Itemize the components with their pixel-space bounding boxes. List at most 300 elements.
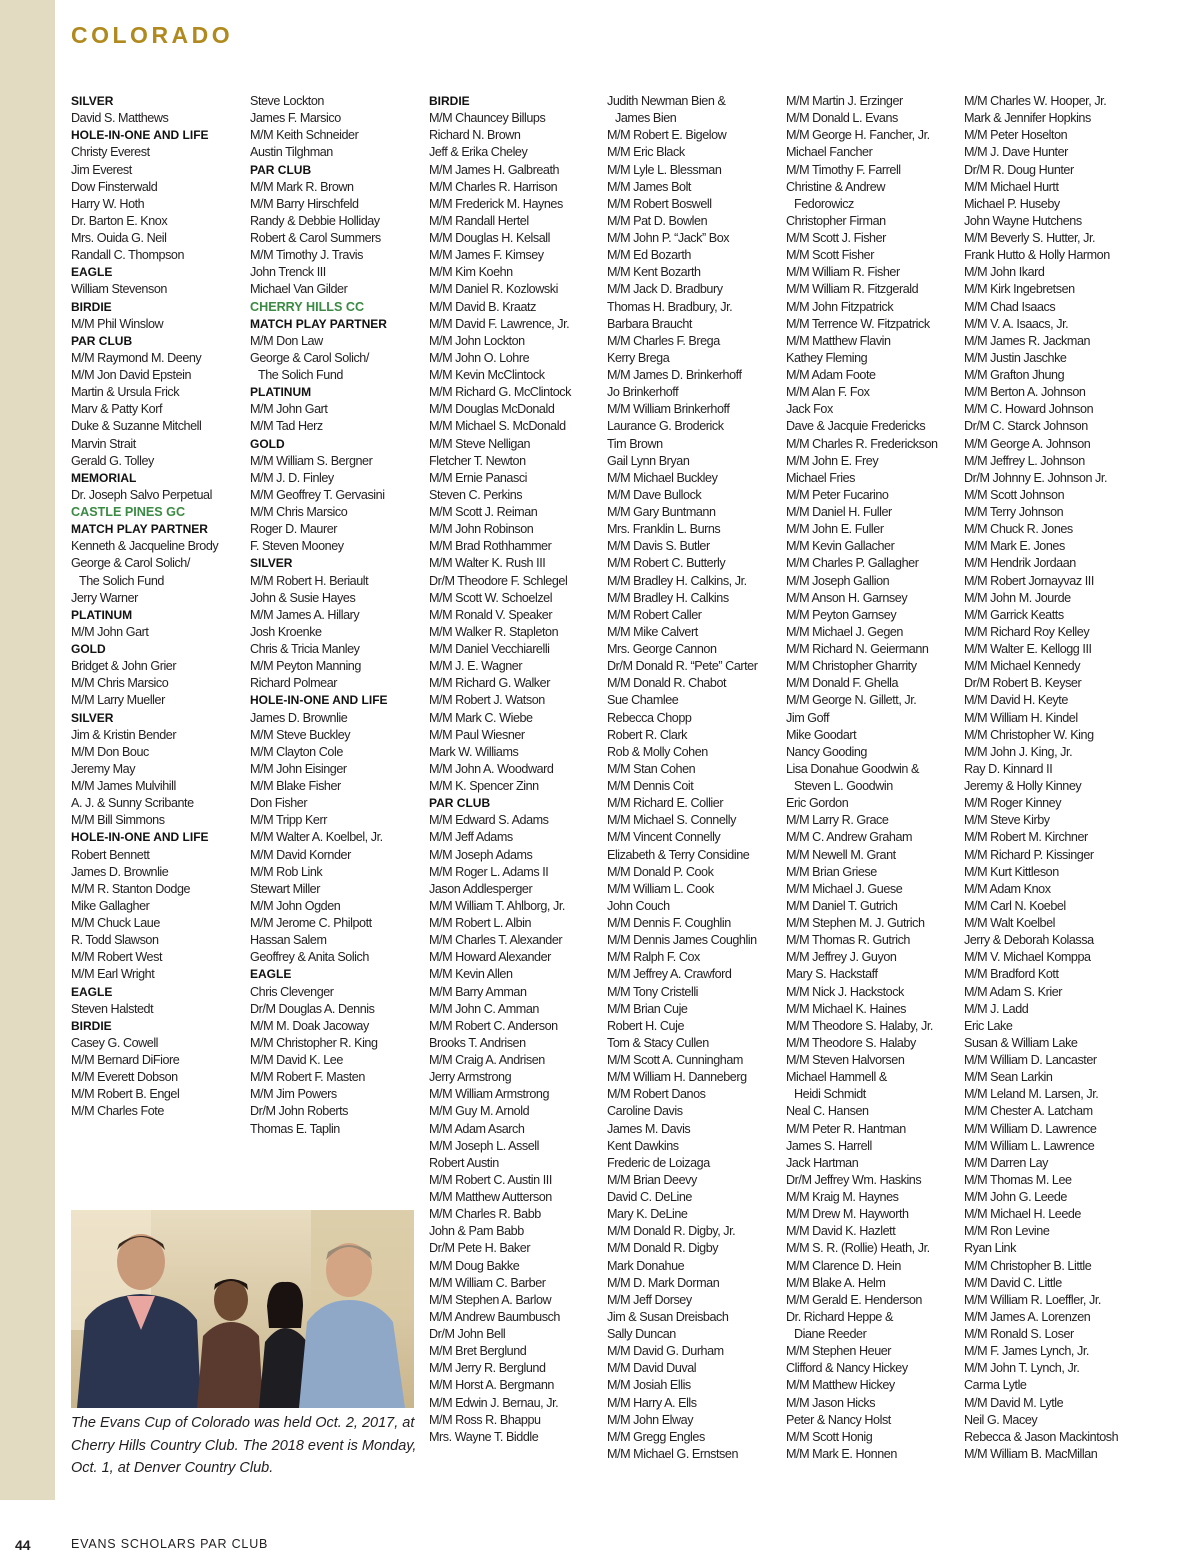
donor-name: M/M Keith Schneider <box>250 128 359 143</box>
donor-name: M/M Robert C. Anderson <box>429 1018 558 1033</box>
donor-name: M/M John J. King, Jr. <box>964 744 1073 759</box>
donor-name: Dr/M Donald R. “Pete” Carter <box>607 659 758 674</box>
donor-name: Chris Clevenger <box>250 984 334 999</box>
donor-name: M/M Raymond M. Deeny <box>71 350 202 365</box>
donor-name: M/M Kent Bozarth <box>607 265 701 280</box>
donor-name: M/M Howard Alexander <box>429 950 551 965</box>
donor-name: M/M Robert Boswell <box>607 196 712 211</box>
donor-name: M/M Michael Hurtt <box>964 179 1059 194</box>
donor-name: M/M Mark C. Wiebe <box>429 710 533 725</box>
donor-name: M/M John M. Jourde <box>964 590 1071 605</box>
donor-name: M/M Michael J. Gegen <box>786 624 903 639</box>
donor-name-continuation: Diane Reeder <box>794 1327 867 1341</box>
donor-name: M/M Charles R. Babb <box>429 1207 541 1222</box>
donor-name: M/M Geoffrey T. Gervasini <box>250 487 385 502</box>
donor-name: M/M Robert M. Kirchner <box>964 830 1088 845</box>
level-heading: HOLE-IN-ONE AND LIFE <box>250 693 388 708</box>
donor-name: M/M Bradley H. Calkins, Jr. <box>607 573 747 588</box>
level-heading: GOLD <box>71 642 106 656</box>
donor-name: M/M Robert Caller <box>607 607 702 622</box>
footer-publication-title: EVANS SCHOLARS PAR CLUB <box>71 1537 269 1551</box>
donor-name: M/M Anson H. Garnsey <box>786 590 908 605</box>
donor-name: M/M Walker R. Stapleton <box>429 624 559 639</box>
donor-name: M/M Michael S. McDonald <box>429 419 566 434</box>
donor-name: M/M Timothy J. Travis <box>250 248 364 263</box>
donor-name: M/M John Elway <box>607 1412 694 1427</box>
donor-name: James S. Harrell <box>786 1138 872 1153</box>
level-heading: MATCH PLAY PARTNER <box>250 316 387 331</box>
donor-name: Marv & Patty Korf <box>71 402 163 417</box>
donor-name: Duke & Suzanne Mitchell <box>71 419 202 434</box>
donor-name: M/M Davis S. Butler <box>607 539 710 554</box>
donor-name: M/M David B. Kraatz <box>429 299 536 314</box>
donor-name: M/M R. Stanton Dodge <box>71 881 191 896</box>
donor-name: M/M Adam Asarch <box>429 1121 525 1136</box>
level-heading: SILVER <box>250 556 293 571</box>
donor-name: M/M Matthew Flavin <box>786 333 891 348</box>
donor-name: M/M Andrew Baumbusch <box>429 1309 560 1324</box>
donor-name: Michael Hammell & <box>786 1070 887 1085</box>
donor-name: Randall C. Thompson <box>71 248 185 263</box>
donor-name: M/M Phil Winslow <box>71 316 164 331</box>
donor-name: M/M John G. Leede <box>964 1190 1067 1204</box>
donor-name: Jo Brinkerhoff <box>607 385 679 400</box>
donor-name: Christine & Andrew <box>786 179 885 194</box>
donor-name: M/M Nick J. Hackstock <box>786 984 904 999</box>
donor-name: M/M Robert H. Beriault <box>250 573 369 588</box>
donor-name-continuation: Fedorowicz <box>794 196 854 211</box>
donor-column-6 <box>964 93 1136 1463</box>
donor-name: Jim & Susan Dreisbach <box>607 1309 729 1324</box>
donor-name: M/M Matthew Autterson <box>429 1190 552 1204</box>
donor-name: M/M Gerald E. Henderson <box>786 1292 922 1307</box>
donor-name: M/M Richard N. Geiermann <box>786 642 929 656</box>
donor-name: Brooks T. Andrisen <box>429 1035 526 1050</box>
donor-name: M/M Michael G. Ernstsen <box>607 1446 739 1461</box>
donor-name: David C. DeLine <box>607 1190 692 1204</box>
donor-name: M/M Dave Bullock <box>607 487 702 502</box>
donor-name: M/M Chris Marsico <box>71 676 169 691</box>
donor-name: M/M Pat D. Bowlen <box>607 213 708 228</box>
donor-name: M/M Darren Lay <box>964 1155 1048 1170</box>
event-photo <box>71 1210 414 1408</box>
donor-name: Sue Chamlee <box>607 693 679 708</box>
level-heading: HOLE-IN-ONE AND LIFE <box>71 128 209 143</box>
donor-name: M/M Thomas M. Lee <box>964 1172 1072 1187</box>
donor-name: M/M Scott Honig <box>786 1429 873 1444</box>
level-heading: SILVER <box>71 710 114 725</box>
donor-name: Mrs. Ouida G. Neil <box>71 231 167 245</box>
donor-name: M/M George H. Fancher, Jr. <box>786 128 930 143</box>
donor-name: Dave & Jacquie Fredericks <box>786 419 926 434</box>
donor-name: M/M Kirk Ingebretsen <box>964 282 1075 297</box>
donor-name: James D. Brownlie <box>250 710 348 725</box>
donor-name: M/M Kevin Gallacher <box>786 539 895 554</box>
donor-name: Peter & Nancy Holst <box>786 1412 891 1427</box>
donor-name: M/M C. Howard Johnson <box>964 402 1094 417</box>
donor-name: M/M Roger Kinney <box>964 796 1062 811</box>
donor-name: M/M Justin Jaschke <box>964 350 1067 365</box>
donor-name: Dr/M Douglas A. Dennis <box>250 1001 375 1016</box>
donor-name: Christy Everest <box>71 145 150 160</box>
donor-name: M/M William B. MacMillan <box>964 1446 1098 1461</box>
donor-name: Rob & Molly Cohen <box>607 744 708 759</box>
donor-name: M/M Daniel T. Gutrich <box>786 898 898 913</box>
donor-name: M/M Ross R. Bhappu <box>429 1412 541 1427</box>
donor-name: M/M Robert B. Engel <box>71 1087 180 1102</box>
donor-name: M/M Edwin J. Bernau, Jr. <box>429 1395 559 1410</box>
donor-name: M/M David H. Keyte <box>964 693 1068 708</box>
donor-name: Dr/M John Roberts <box>250 1104 349 1119</box>
donor-name: M/M John Robinson <box>429 522 534 537</box>
donor-name: M/M Vincent Connelly <box>607 830 721 845</box>
donor-name: M/M Charles W. Hooper, Jr. <box>964 94 1107 108</box>
donor-name: M/M Jason Hicks <box>786 1395 876 1410</box>
donor-name: M/M Robert Jornayvaz III <box>964 573 1094 588</box>
donor-name: George & Carol Solich/ <box>250 350 369 365</box>
donor-name: M/M Michael K. Haines <box>786 1001 907 1016</box>
page-number: 44 <box>15 1537 31 1553</box>
donor-name: M/M William R. Loeffler, Jr. <box>964 1292 1101 1307</box>
donor-name: M/M S. R. (Rollie) Heath, Jr. <box>786 1241 930 1256</box>
donor-name: M/M Ronald S. Loser <box>964 1327 1074 1341</box>
donor-name: Carma Lytle <box>964 1378 1027 1393</box>
donor-column-4 <box>607 93 779 1463</box>
donor-name: M/M Berton A. Johnson <box>964 385 1086 400</box>
page-heading: COLORADO <box>71 22 234 48</box>
donor-name: M/M Ron Levine <box>964 1224 1050 1239</box>
donor-name: M/M Eric Black <box>607 145 685 160</box>
donor-name: Dr/M Pete H. Baker <box>429 1241 531 1256</box>
donor-name: M/M Jon David Epstein <box>71 368 192 382</box>
donor-name: M/M Mike Calvert <box>607 624 698 639</box>
donor-name: Rebecca & Jason Mackintosh <box>964 1429 1119 1444</box>
donor-name: F. Steven Mooney <box>250 539 344 554</box>
donor-name: Laurance G. Broderick <box>607 419 724 434</box>
donor-name: M/M John Ogden <box>250 898 341 913</box>
donor-name: M/M Scott Fisher <box>786 248 874 263</box>
donor-name: Kathey Fleming <box>786 350 868 365</box>
donor-name: M/M Bill Simmons <box>71 813 165 828</box>
donor-name: M/M Robert J. Watson <box>429 693 545 708</box>
donor-name: M/M Jeffrey L. Johnson <box>964 453 1085 468</box>
donor-name: M/M David G. Durham <box>607 1344 724 1359</box>
donor-name: M/M Chester A. Latcham <box>964 1104 1093 1119</box>
donor-name: M/M James A. Lorenzen <box>964 1309 1091 1324</box>
donor-name: M/M George A. Johnson <box>964 436 1091 451</box>
donor-name: Kenneth & Jacqueline Brody <box>71 539 219 554</box>
donor-name: Dr/M Jeffrey Wm. Haskins <box>786 1172 922 1187</box>
donor-name: M/M James R. Jackman <box>964 333 1091 348</box>
donor-name: Mark & Jennifer Hopkins <box>964 111 1091 126</box>
donor-name: Fletcher T. Newton <box>429 453 526 468</box>
donor-name: M/M Jim Powers <box>250 1087 337 1102</box>
donor-name: M/M Joseph Adams <box>429 847 533 862</box>
donor-name: M/M William H. Danneberg <box>607 1070 747 1085</box>
donor-name: M/M Dennis F. Coughlin <box>607 916 731 930</box>
donor-name: M/M James D. Brinkerhoff <box>607 368 742 382</box>
donor-name: M/M Robert Danos <box>607 1087 706 1102</box>
donor-name: Barbara Braucht <box>607 316 692 331</box>
donor-name: David S. Matthews <box>71 111 169 126</box>
donor-name: M/M Scott W. Schoelzel <box>429 590 553 605</box>
donor-name: Steven C. Perkins <box>429 487 523 502</box>
donor-name: M/M David F. Lawrence, Jr. <box>429 316 570 331</box>
donor-name: M/M Grafton Jhung <box>964 368 1065 382</box>
donor-name: M/M John Lockton <box>429 333 525 348</box>
donor-name: M/M Jeffrey A. Crawford <box>607 967 732 982</box>
donor-name: M/M James Mulvihill <box>71 779 176 793</box>
donor-name: M/M Randall Hertel <box>429 213 529 228</box>
donor-name: Neil G. Macey <box>964 1412 1038 1427</box>
donor-name: Dow Finsterwald <box>71 179 158 194</box>
level-heading: EAGLE <box>250 967 292 982</box>
donor-name: M/M Guy M. Arnold <box>429 1104 530 1119</box>
donor-name: M/M Brad Rothhammer <box>429 539 552 554</box>
donor-name: John & Pam Babb <box>429 1224 524 1239</box>
donor-name: Eric Lake <box>964 1018 1013 1033</box>
donor-name: Casey G. Cowell <box>71 1035 159 1050</box>
donor-name: M/M William C. Barber <box>429 1275 546 1290</box>
donor-name: M/M Stan Cohen <box>607 761 696 776</box>
donor-name: Lisa Donahue Goodwin & <box>786 761 919 776</box>
donor-name: M/M William Brinkerhoff <box>607 402 730 417</box>
donor-name: M/M Doug Bakke <box>429 1258 520 1273</box>
donor-name: M/M Walt Koelbel <box>964 916 1056 930</box>
donor-name: James F. Marsico <box>250 111 341 126</box>
donor-name: M/M Hendrik Jordaan <box>964 556 1076 571</box>
donor-name: M/M Robert C. Butterly <box>607 556 726 571</box>
donor-name: Caroline Davis <box>607 1104 683 1119</box>
donor-name: M/M V. Michael Komppa <box>964 950 1091 965</box>
donor-name: M/M Donald P. Cook <box>607 864 714 879</box>
donor-name: Jerry Armstrong <box>429 1070 512 1085</box>
donor-name: M/M Charles R. Harrison <box>429 179 558 194</box>
donor-name: M/M Michael Buckley <box>607 470 718 485</box>
donor-name: M/M Thomas R. Gutrich <box>786 933 910 948</box>
donor-name: M/M David C. Little <box>964 1275 1062 1290</box>
donor-name: Mark Donahue <box>607 1258 685 1273</box>
donor-name: M/M Stephen A. Barlow <box>429 1292 552 1307</box>
donor-name: Roger D. Maurer <box>250 522 338 537</box>
donor-name: Michael P. Huseby <box>964 196 1060 211</box>
donor-name: Chris & Tricia Manley <box>250 642 360 656</box>
donor-name: M/M John P. “Jack” Box <box>607 231 730 245</box>
donor-name: M/M Everett Dobson <box>71 1070 178 1085</box>
donor-name: Eric Gordon <box>786 796 849 811</box>
donor-name: M/M Douglas H. Kelsall <box>429 231 550 245</box>
donor-name: M/M David K. Hazlett <box>786 1224 896 1239</box>
donor-name: John Wayne Hutchens <box>964 213 1082 228</box>
donor-name: M/M Peter R. Hantman <box>786 1121 906 1136</box>
donor-name: M/M Newell M. Grant <box>786 847 896 862</box>
donor-name: M/M Adam S. Krier <box>964 984 1063 999</box>
donor-name: Martin & Ursula Frick <box>71 385 180 400</box>
donor-name: Bridget & John Grier <box>71 659 177 674</box>
donor-name: M/M Bradley H. Calkins <box>607 590 729 605</box>
donor-name: M/M Barry Hirschfeld <box>250 196 359 211</box>
donor-name: M/M Robert E. Bigelow <box>607 128 727 143</box>
donor-name: Robert Bennett <box>71 847 150 862</box>
donor-name: Ryan Link <box>964 1241 1016 1256</box>
donor-name: M/M Blake Fisher <box>250 779 341 793</box>
donor-name: James M. Davis <box>607 1121 691 1136</box>
donor-name: M/M Christopher Gharrity <box>786 659 917 674</box>
donor-name: M/M Richard Roy Kelley <box>964 624 1090 639</box>
donor-name: Michael Fries <box>786 470 856 485</box>
level-heading: PAR CLUB <box>250 162 312 177</box>
donor-name: M/M Kim Koehn <box>429 265 513 280</box>
donor-name: M/M Donald R. Digby <box>607 1241 719 1256</box>
donor-name: Austin Tilghman <box>250 145 333 160</box>
donor-name: M/M Joseph Gallion <box>786 573 890 588</box>
donor-name: R. Todd Slawson <box>71 933 159 948</box>
donor-name: M/M Leland M. Larsen, Jr. <box>964 1087 1099 1102</box>
donor-name: M/M John E. Fuller <box>786 522 884 537</box>
donor-name: Mark W. Williams <box>429 744 519 759</box>
donor-name: Dr/M Theodore F. Schlegel <box>429 573 568 588</box>
donor-name: M/M Ernie Panasci <box>429 470 528 485</box>
donor-name: M/M Peter Fucarino <box>786 487 889 502</box>
donor-name: M/M Walter K. Rush III <box>429 556 546 571</box>
level-heading: HOLE-IN-ONE AND LIFE <box>71 830 209 845</box>
donor-name: M/M Clayton Cole <box>250 744 343 759</box>
donor-name: M/M Drew M. Hayworth <box>786 1207 909 1222</box>
donor-name: Jack Fox <box>786 402 833 417</box>
donor-name: M/M J. Ladd <box>964 1001 1029 1016</box>
donor-name: M/M Peyton Garnsey <box>786 607 897 622</box>
donor-name: M/M Terrence W. Fitzpatrick <box>786 316 930 331</box>
donor-name: M/M Brian Deevy <box>607 1172 697 1187</box>
donor-name: M/M Michael H. Leede <box>964 1207 1081 1222</box>
donor-name: Sally Duncan <box>607 1327 676 1341</box>
donor-name: Josh Kroenke <box>250 624 322 639</box>
donor-name: Don Fisher <box>250 796 308 811</box>
donor-name: M/M Scott Johnson <box>964 487 1065 502</box>
donor-name: Christopher Firman <box>786 213 886 228</box>
donor-name: M/M Lyle L. Blessman <box>607 162 722 177</box>
donor-name: M/M Walter E. Kellogg III <box>964 642 1092 656</box>
donor-name: M/M Jack D. Bradbury <box>607 282 723 297</box>
donor-name: M/M Bret Berglund <box>429 1344 527 1359</box>
level-heading: PLATINUM <box>71 607 133 622</box>
donor-name: George & Carol Solich/ <box>71 556 190 571</box>
donor-name: M/M Mark R. Brown <box>250 179 354 194</box>
donor-name: M/M Daniel R. Kozlowski <box>429 282 558 297</box>
level-heading: BIRDIE <box>71 299 112 314</box>
donor-name: M/M Brian Griese <box>786 864 877 879</box>
donor-name: M/M Charles Fote <box>71 1104 164 1119</box>
donor-name: M/M Chad Isaacs <box>964 299 1056 314</box>
donor-name: M/M John T. Lynch, Jr. <box>964 1361 1080 1376</box>
level-heading: PLATINUM <box>250 385 312 400</box>
donor-name: M/M John Ikard <box>964 265 1045 280</box>
donor-name: M/M Jeffrey J. Guyon <box>786 950 897 965</box>
donor-name: M/M James F. Kimsey <box>429 248 544 263</box>
donor-name: Randy & Debbie Holliday <box>250 213 380 228</box>
level-heading: PAR CLUB <box>71 333 133 348</box>
level-heading: PAR CLUB <box>429 796 491 811</box>
donor-name: M/M Tony Cristelli <box>607 984 699 999</box>
donor-name: M/M Stephen Heuer <box>786 1344 892 1359</box>
donor-name: M/M John O. Lohre <box>429 350 530 365</box>
donor-name: Dr/M Johnny E. Johnson Jr. <box>964 470 1107 485</box>
donor-name: M/M Richard G. Walker <box>429 676 550 691</box>
level-heading: MATCH PLAY PARTNER <box>71 522 208 537</box>
donor-name: M/M M. Doak Jacoway <box>250 1018 369 1033</box>
donor-name: M/M Daniel H. Fuller <box>786 505 892 519</box>
donor-name: M/M Gary Buntmann <box>607 505 716 519</box>
donor-name: Susan & William Lake <box>964 1035 1078 1050</box>
donor-name: M/M Paul Wiesner <box>429 727 525 742</box>
donor-name: M/M Steven Halvorsen <box>786 1053 905 1067</box>
donor-name: M/M Michael S. Connelly <box>607 813 736 828</box>
donor-name: M/M Ronald V. Speaker <box>429 607 553 622</box>
donor-name: Richard N. Brown <box>429 128 521 143</box>
donor-name: M/M John C. Amman <box>429 1001 539 1016</box>
donor-name: M/M Charles R. Frederickson <box>786 436 938 451</box>
photo-caption: The Evans Cup of Colorado was held Oct. 2, 2017, at Cherry Hills Country Club. The 2018 event is Monday, Oct. 1, at Denver Country Club. <box>71 1415 417 1476</box>
donor-name: M/M James Bolt <box>607 179 691 194</box>
donor-name-continuation: The Solich Fund <box>79 573 164 588</box>
donor-name: Robert H. Cuje <box>607 1018 684 1033</box>
donor-name: Steve Lockton <box>250 94 324 108</box>
donor-name: M/M Larry Mueller <box>71 693 165 708</box>
donor-name: Kerry Brega <box>607 350 670 365</box>
donor-name: William Stevenson <box>71 282 167 297</box>
donor-name: M/M Chuck Laue <box>71 916 160 930</box>
donor-name: M/M David Kornder <box>250 847 351 862</box>
donor-name-continuation: James Bien <box>615 111 677 126</box>
donor-name: John Trenck III <box>250 265 326 280</box>
donor-name: Dr/M John Bell <box>429 1327 506 1341</box>
donor-name: M/M Walter A. Koelbel, Jr. <box>250 830 383 845</box>
donor-name: M/M William D. Lancaster <box>964 1053 1097 1067</box>
donor-name: M/M Kevin McClintock <box>429 368 545 382</box>
donor-name: M/M Mark E. Honnen <box>786 1446 897 1461</box>
donor-name: M/M Sean Larkin <box>964 1070 1053 1085</box>
donor-name: M/M Donald R. Chabot <box>607 676 727 691</box>
donor-name: M/M Bradford Kott <box>964 967 1059 982</box>
donor-name: M/M Gregg Engles <box>607 1429 705 1444</box>
donor-name: M/M James H. Galbreath <box>429 162 560 177</box>
donor-name: Mike Gallagher <box>71 898 150 913</box>
donor-name: Robert R. Clark <box>607 727 688 742</box>
donor-name: Tim Brown <box>607 436 663 451</box>
donor-name: M/M Robert F. Masten <box>250 1070 365 1085</box>
donor-name: M/M John Gart <box>250 402 328 417</box>
donor-name: Michael Van Gilder <box>250 282 348 297</box>
club-heading: CHERRY HILLS CC <box>250 299 365 314</box>
donor-name-continuation: Heidi Schmidt <box>794 1087 866 1102</box>
donor-name: Thomas H. Bradbury, Jr. <box>607 299 733 314</box>
donor-name: M/M William L. Cook <box>607 881 714 896</box>
donor-name: M/M Edward S. Adams <box>429 813 549 828</box>
donor-name: M/M Earl Wright <box>71 967 155 982</box>
donor-name: M/M Jerome C. Philpott <box>250 916 372 930</box>
donor-name: Jeremy & Holly Kinney <box>964 779 1082 793</box>
donor-name: A. J. & Sunny Scribante <box>71 796 194 811</box>
donor-column-2 <box>250 93 422 1138</box>
donor-name: Michael Fancher <box>786 145 873 160</box>
donor-name: M/M Roger L. Adams II <box>429 864 549 879</box>
donor-name: Mike Goodart <box>786 727 857 742</box>
donor-name: M/M William L. Lawrence <box>964 1138 1095 1153</box>
donor-name: Kent Dawkins <box>607 1138 679 1153</box>
donor-name: Jim Goff <box>786 710 830 725</box>
donor-name: M/M Richard E. Collier <box>607 796 724 811</box>
donor-name: Stewart Miller <box>250 881 320 896</box>
